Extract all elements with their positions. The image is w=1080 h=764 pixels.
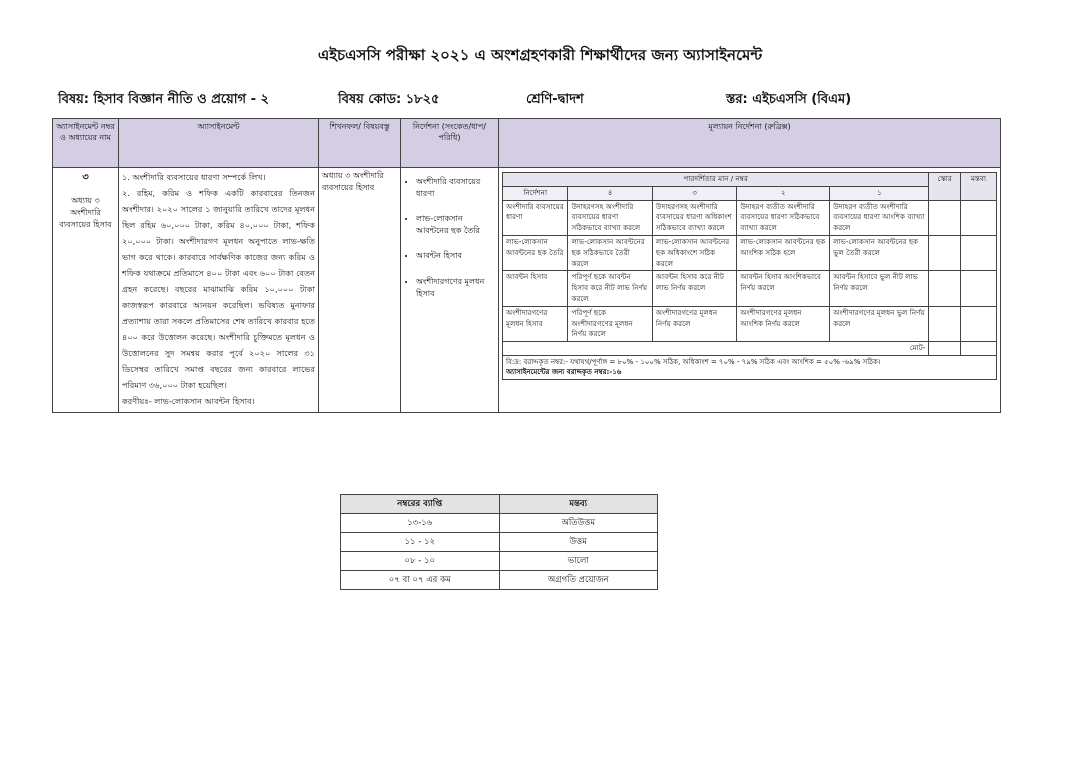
learning-outcome-cell: অধ্যায় ৩ অংশীদারি ব্যবসায়ের হিসাব <box>319 168 401 413</box>
score-range: ১৩-১৬ <box>341 514 500 533</box>
rubric-cell: আবন্টন হিসাব আংশিকভাবে নির্ণয় করলে <box>737 271 830 306</box>
rubric-cell: পরিপূর্ণ ছকে আবন্টন হিসাব করে নীট লাভ নির্ণয় করলে <box>568 271 652 306</box>
direction-item: • অংশীদারগণের মূলধন হিসাব <box>416 276 495 299</box>
rubric-header-main: পারদর্শিতার মান / নম্বর <box>503 173 929 187</box>
rubric-note-cell <box>503 355 997 379</box>
score-range-row <box>341 552 658 571</box>
score-range: ০৭ বা ০৭ এর কম <box>341 571 500 590</box>
score-range-header: নম্বরের ব্যাপ্তি <box>341 495 500 514</box>
header-assignment: অ্যাসাইনমেন্ট <box>119 119 319 168</box>
header-assignment-number: অ্যাসাইনমেন্ট নম্বর ও অধ্যায়ের নাম <box>53 119 119 168</box>
rubric-cell: অংশীদারগণের মূলধন ভুল নির্ণয় করলে <box>830 306 929 341</box>
rubric-header-score: স্কোর <box>929 173 961 201</box>
score-cell <box>929 200 961 235</box>
rubric-cell: আবন্টন হিসাব করে নীট লাভ নির্ণয় করলে <box>652 271 736 306</box>
rubric-level: ৩ <box>652 186 736 200</box>
assignment-line: ১. অংশীদারি ব্যবসায়ের ধারণা সম্পর্কে লিখ। <box>122 172 266 182</box>
rubric-cell <box>499 168 1001 413</box>
rubric-cell: অংশীদারগণের মূলধন আংশিক নির্ণয় করলে <box>737 306 830 341</box>
assignment-line: ২. রহিম, করিম ও শফিক একটি কারবারের তিনজন অংশীদার। ২০২০ সালের ১ জানুয়ারি তারিখে তাদের মূলধন ছিল রহিম ৬০,০০০ টাকা, করিম ৪০,০০০ টাকা, শফিক ২০,০০০ টাকা। অংশীদারগণ মূলধন অনুপাতে লাভ-ক্ষতি ভাগ করে থাকে। কারবারে সার্বক্ষণিক কাজের জন্য করিম ও শফিক যথাক্রমে প্রতিমাসে ৪০০ টাকা এবং ৬০০ টাকা বেতন গ্রহন করেছে। বছরের মাঝামাঝি করিম ১০,০০০ টাকা কাজস্বরূপ কারবারে আনয়ন করেছিল। ভবিষ্যত মুনাফার প্রত্যাশায় তারা সকলে প্রতিমাসের শেষ তারিখে কারবার হতে ৪০০ করে উত্তোলন করেছে। অংশীদারি চুক্তিমতে মূলধন ও উত্তোলনের সুদ সমন্বয় করার পূর্বে ২০২০ সালের ৩১ ডিসেম্বর তারিখে সমাপ্ত বছরের জন্য কারবারে লাভের পরিমাণ ৩৬,০০০ টাকা হয়েছিল। <box>122 187 315 390</box>
rubric-level: ৪ <box>568 186 652 200</box>
rubric-criteria: আবন্টন হিসাব <box>503 271 568 306</box>
directions-cell <box>401 168 499 413</box>
assignment-table <box>52 118 1001 413</box>
score-remark: অগ্রগতি প্রয়োজন <box>499 571 658 590</box>
rubric-total-label: মোট- <box>503 342 929 356</box>
assignment-line: করণীয়ঃ- লাভ-লোকসান আবন্টন হিসাব। <box>122 395 255 406</box>
direction-item: • অংশীদারি ব্যবসায়ের ধারণা <box>416 176 495 199</box>
header-directions: নির্দেশনা (সংকেত/ধাপ/পরিধি) <box>401 119 499 168</box>
score-range-row <box>341 533 658 552</box>
direction-item: • আবন্টন হিসাব <box>416 250 495 262</box>
rubric-cell: লাভ-লোকসান আবন্টনের ছক অধিকাংশে সঠিক করলে <box>652 235 736 270</box>
header-evaluation: মূল্যায়ন নির্দেশনা (রুব্রিক্স) <box>499 119 1001 168</box>
remarks-cell <box>961 271 997 306</box>
score-cell <box>929 306 961 341</box>
level-label: স্তর: এইচএসসি (বিএম) <box>726 92 852 107</box>
rubric-header-remarks: মন্তব্য <box>961 173 997 201</box>
score-range: ১১ - ১২ <box>341 533 500 552</box>
rubric-header-criteria: নির্দেশনা <box>503 186 568 200</box>
rubric-criteria: লাভ-লোকসান আবন্টনের ছক তৈরি <box>503 235 568 270</box>
class-label: শ্রেণি-দ্বাদশ <box>526 92 584 107</box>
rubric-criteria: অংশীদারগণের মূলধন হিসাব <box>503 306 568 341</box>
assignment-row <box>53 168 1001 413</box>
score-remark: অতিউত্তম <box>499 514 658 533</box>
score-remark-header: মন্তব্য <box>499 495 658 514</box>
rubric-row <box>503 200 997 235</box>
assignment-number-cell <box>53 168 119 413</box>
score-range-table <box>340 494 658 590</box>
remarks-cell <box>961 200 997 235</box>
score-remark: উত্তম <box>499 533 658 552</box>
rubric-cell: লাভ-লোকসান আবন্টনের ছক আংশিক সঠিক হলে <box>737 235 830 270</box>
rubric-criteria: অংশীদারি ব্যবসায়ের ধারণা <box>503 200 568 235</box>
score-range-row <box>341 514 658 533</box>
total-remarks-cell <box>961 342 997 356</box>
rubric-cell: উদাহরণসহ অংশীদারি ব্যবসায়ের ধারণা সঠিকভাবে ব্যাখ্যা করলে <box>568 200 652 235</box>
rubric-note: বি:দ্র: বরাদ্দকৃত নম্বর:- যথাযথ/পূর্ণাঙ্গ = ৮০% - ১০০% সঠিক, অধিকাংশ = ৭০% - ৭৯% সঠিক এবং আংশিক = ৫০% -৬৯% সঠিক। <box>506 357 881 366</box>
subject-name: বিষয়: হিসাব বিজ্ঞান নীতি ও প্রয়োগ - ২ <box>58 92 269 107</box>
subject-info-row <box>58 90 1018 112</box>
score-remark: ভালো <box>499 552 658 571</box>
rubric-total-row <box>503 342 997 356</box>
assignment-text-cell <box>119 168 319 413</box>
assignment-number: ৩ <box>82 172 89 183</box>
rubric-cell: অংশীদারগণের মূলধন নির্ণয় করলে <box>652 306 736 341</box>
score-cell <box>929 235 961 270</box>
header-learning-outcome: শিখনফল/ বিষয়বস্তু <box>319 119 401 168</box>
rubric-cell: পরিপূর্ণ ছকে অংশীদারগণের মূলধন নির্ণয় করলে <box>568 306 652 341</box>
rubric-row <box>503 271 997 306</box>
rubric-cell: আবন্টন হিসাবে ভুল নীট লাভ নির্ণয় করলে <box>830 271 929 306</box>
rubric-cell: লাভ-লোকসান আবন্টনের ছক ভুল তৈরী করলে <box>830 235 929 270</box>
remarks-cell <box>961 235 997 270</box>
page-title: এইচএসসি পরীক্ষা ২০২১ এ অংশগ্রহণকারী শিক্ষার্থীদের জন্য অ্যাসাইনমেন্ট <box>317 46 763 64</box>
rubric-cell: উদাহরণ ব্যতীত অংশীদারি ব্যবসায়ের ধারণা সঠিকভাবে ব্যাখ্যা করলে <box>737 200 830 235</box>
rubric-note-row <box>503 355 997 379</box>
rubric-allotted-marks: অ্যাসাইনমেন্টের জন্য বরাদ্দকৃত নম্বর:-১৬ <box>506 368 622 377</box>
direction-item: • লাভ-লোকসান আবন্টনের ছক তৈরি <box>416 213 495 236</box>
rubric-level: ১ <box>830 186 929 200</box>
rubric-cell: উদাহরণসহ অংশীদারি ব্যবসায়ের ধারণা অধিকাংশ সঠিকভাবে ব্যাখ্যা করলে <box>652 200 736 235</box>
remarks-cell <box>961 306 997 341</box>
score-range: ০৮ - ১০ <box>341 552 500 571</box>
chapter-name: অধ্যায় ৩ অংশীদারি ব্যবসায়ের হিসাব <box>59 196 112 229</box>
score-cell <box>929 271 961 306</box>
score-range-row <box>341 571 658 590</box>
total-score-cell <box>929 342 961 356</box>
rubric-row <box>503 306 997 341</box>
rubric-level: ২ <box>737 186 830 200</box>
rubric-cell: লাভ-লোকসান আবন্টনের ছক সঠিকভাবে তৈরী করলে <box>568 235 652 270</box>
rubric-table <box>502 172 997 380</box>
rubric-row <box>503 235 997 270</box>
subject-code: বিষয় কোড: ১৮২৫ <box>338 92 440 107</box>
rubric-cell: উদাহরণ ব্যতীত অংশীদারি ব্যবসায়ের ধারণা আংশিক ব্যাখ্যা করলে <box>830 200 929 235</box>
